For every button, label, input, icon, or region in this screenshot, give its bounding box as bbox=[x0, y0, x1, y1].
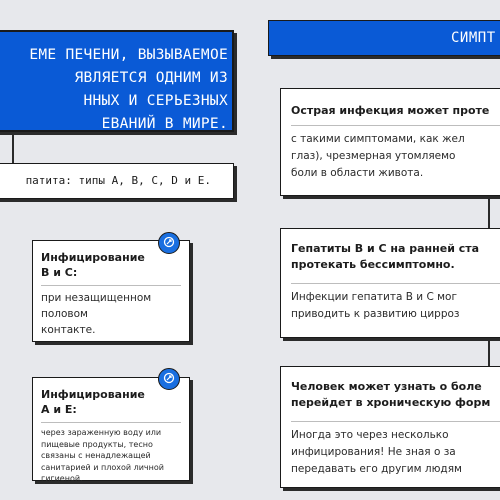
panel-heading: Острая инфекция может проте bbox=[291, 104, 490, 117]
intro-text: ЕМЕ ПЕЧЕНИ, ВЫЗЫВАЕМОЕ ЯВЛЯЕТСЯ ОДНИМ ИЗ ННЫХ И СЕРЬЕЗНЫХ ЕВАНИЙ В МИРЕ. bbox=[29, 47, 228, 132]
info-icon bbox=[158, 232, 180, 254]
card-body: через зараженную воду или пищевые продукты, тесно связаны с ненадлежащей санитарией и плохой личной гигиеной. bbox=[41, 428, 164, 483]
intro-box bbox=[0, 30, 234, 132]
symptom-panel-2 bbox=[280, 228, 500, 338]
symptom-panel-1 bbox=[280, 88, 500, 196]
connector-line bbox=[488, 198, 490, 228]
symptoms-title-bar bbox=[268, 20, 500, 56]
panel-heading: Гепатиты B и C на ранней ста протекать бессимптомно. bbox=[291, 242, 480, 271]
panel-body: Инфекции гепатита B и C мог приводить к развитию цирроз bbox=[291, 291, 460, 320]
card-title: Инфицирование B и C: bbox=[41, 251, 145, 279]
connector-line bbox=[12, 132, 14, 163]
symptoms-title: СИМПТ bbox=[451, 30, 496, 46]
card-title: Инфицирование A и E: bbox=[41, 388, 145, 416]
symptom-panel-3 bbox=[280, 366, 500, 488]
panel-body: с такими симптомами, как жел глаз), чрезмерная утомляемо боли в области живота. bbox=[291, 133, 465, 179]
card-body: при незащищенном половом контакте. bbox=[41, 292, 152, 336]
info-icon bbox=[158, 368, 180, 390]
types-box bbox=[0, 163, 234, 199]
panel-heading: Человек может узнать о боле перейдет в хроническую форм bbox=[291, 380, 491, 409]
infection-card-ae bbox=[32, 377, 190, 481]
connector-line bbox=[488, 340, 490, 366]
infection-card-bc bbox=[32, 240, 190, 342]
types-text: патита: типы A, B, C, D и E. bbox=[25, 174, 211, 187]
panel-body: Иногда это через несколько инфицирования! Не зная о за передавать его другим людям bbox=[291, 429, 462, 475]
